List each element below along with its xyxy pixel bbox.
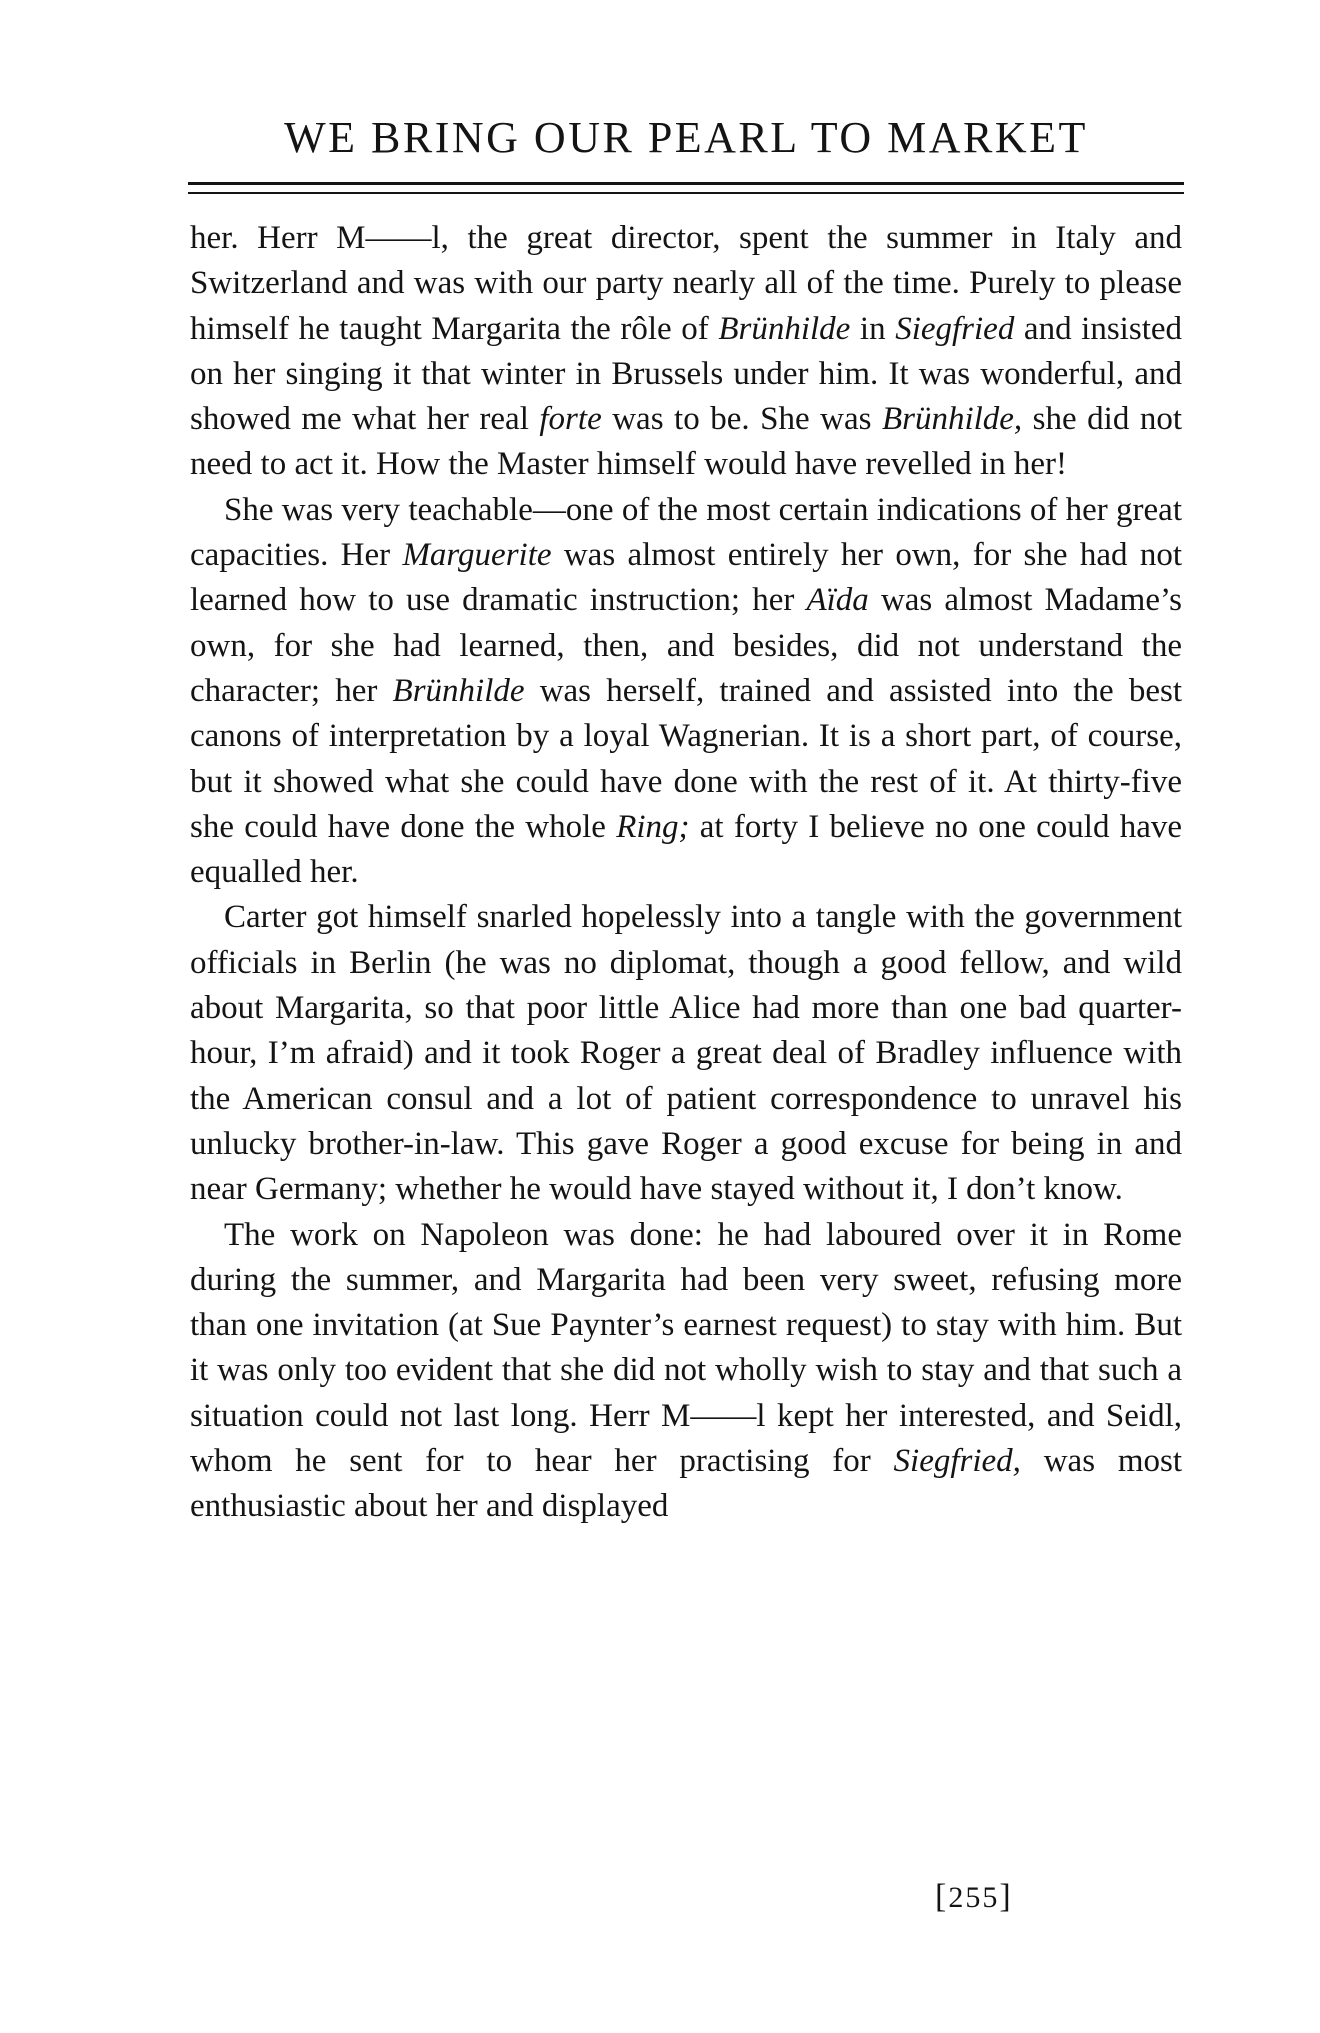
folio-open-bracket: [: [935, 1878, 949, 1915]
text-run: and insisted on her singing it that winter in Brussels under him. It was wonderful, and showed me what her real: [190, 310, 1183, 438]
page-number: [935, 1878, 1013, 1916]
italic-text: Aïda: [806, 582, 869, 619]
italic-text: Siegfried,: [893, 1443, 1021, 1480]
text-run: her. Herr M——l, the great director, spent the summer in Italy and Switzerland and was with our party nearly all of the time. Purely to please himself he taught Margarita the rôle of: [190, 220, 1182, 347]
paragraph: [190, 488, 1182, 896]
italic-text: Brünhilde: [718, 310, 851, 347]
paragraph: [190, 216, 1182, 488]
text-run: at forty I believe no one could have equalled her.: [190, 808, 1182, 891]
folio-number: 255: [948, 1881, 1000, 1914]
text-run: in: [850, 310, 896, 347]
text-run: The work on Napoleon was done: he had laboured over it in Rome during the summer, and Margarita had been very sweet, refusing more than one invitation (at Sue Paynter’s earnest request) to stay with him. But it was only too evident that she did not wholly wish to stay and that such a situation could not last long. Herr M——l kept her interested, and Seidl, whom he sent for to hear her practising for: [190, 1216, 1182, 1480]
italic-text: Marguerite: [402, 537, 552, 574]
italic-text: Brünhilde: [392, 672, 525, 709]
header-rule-thick: [188, 182, 1184, 185]
paragraph: [190, 895, 1182, 1212]
text-run: she did not need to act it. How the Master himself would have revelled in her!: [190, 401, 1183, 483]
text-run: was almost Madame’s own, for she had learned, then, and besides, did not understand the character; her: [190, 582, 1182, 709]
text-run: was herself, trained and assisted into the best canons of interpretation by a loyal Wagnerian. It is a short part, of course, but it showed what she could have done with the rest of it. At thirty-five she could have done the whole: [190, 672, 1183, 845]
text-run: was to be. She was: [601, 401, 882, 438]
text-run: was almost entirely her own, for she had not learned how to use dramatic instruction; her: [190, 537, 1182, 619]
italic-text: Brünhilde,: [881, 401, 1023, 438]
paragraph: [190, 1213, 1182, 1530]
text-run: Carter got himself snarled hopelessly into a tangle with the government officials in Berlin (he was no diplomat, though a good fellow, and wild about Margarita, so that poor little Alice had more than one bad quarter-hour, I’m afraid) and it took Roger a great deal of Bradley influence with the American consul and a lot of patient correspondence to unravel his unlucky brother-in-law. This gave Roger a good excuse for being in and near Germany; whether he would have stayed without it, I don’t know.: [190, 899, 1182, 1208]
italic-text: Ring;: [616, 808, 690, 845]
running-head: WE BRING OUR PEARL TO MARKET: [284, 113, 1088, 162]
text-run: She was very teachable—one of the most certain indications of her great capacities. Her: [190, 491, 1182, 574]
italic-text: Siegfried: [895, 310, 1015, 347]
folio-close-bracket: ]: [999, 1878, 1013, 1915]
body-text: [190, 216, 1182, 1530]
header-rule-thin: [188, 192, 1184, 194]
italic-text: forte: [539, 401, 602, 438]
text-run: was most enthusiastic about her and displayed: [190, 1443, 1183, 1525]
